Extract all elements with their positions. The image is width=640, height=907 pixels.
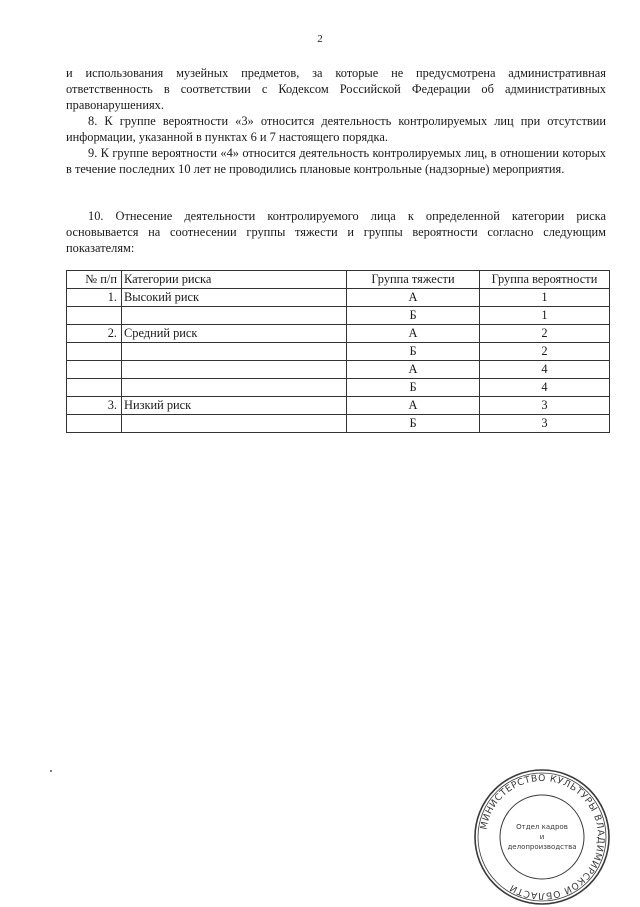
- official-stamp: [472, 767, 612, 907]
- risk-category: Низкий риск: [122, 397, 347, 415]
- paragraph-9: [66, 146, 606, 178]
- risk-category: Средний риск: [122, 325, 347, 343]
- probability-group: 2: [480, 343, 610, 361]
- paragraph-text: и использования музейных предметов, за которые не предусмотрена административная ответственность в соответствии с Кодексом Российской Федерации об административных правонарушениях.: [66, 66, 606, 112]
- scan-speck: [50, 770, 52, 772]
- risk-category: [122, 415, 347, 433]
- risk-category: [122, 307, 347, 325]
- severity-group: Б: [347, 343, 480, 361]
- table-row: [67, 379, 610, 397]
- probability-group: 3: [480, 415, 610, 433]
- table-header-row: [67, 271, 610, 289]
- table-row: [67, 343, 610, 361]
- table-row: [67, 415, 610, 433]
- table-row: [67, 307, 610, 325]
- table-row: [67, 361, 610, 379]
- paragraph-text: 8. К группе вероятности «3» относится деятельность контролируемых лиц при отсутствии информации, указанной в пунктах 6 и 7 настоящего порядка.: [66, 114, 606, 144]
- paragraph-8: [66, 114, 606, 146]
- stamp-ring-text: МИНИСТЕРСТВО КУЛЬТУРЫ ВЛАДИМИРСКОЙ ОБЛАСТИ: [478, 772, 607, 902]
- severity-group: Б: [347, 415, 480, 433]
- stamp-center-line-3: делопроизводства: [507, 843, 577, 851]
- probability-group: 1: [480, 289, 610, 307]
- row-number: [67, 307, 122, 325]
- table-row: [67, 397, 610, 415]
- risk-category: [122, 361, 347, 379]
- severity-group: А: [347, 397, 480, 415]
- row-number: 1.: [67, 289, 122, 307]
- table-row: [67, 289, 610, 307]
- probability-group: 4: [480, 379, 610, 397]
- severity-group: А: [347, 289, 480, 307]
- risk-category: [122, 343, 347, 361]
- page-number: 2: [317, 33, 323, 45]
- risk-category: [122, 379, 347, 397]
- risk-category-table: [66, 270, 610, 433]
- row-number: [67, 343, 122, 361]
- probability-group: 2: [480, 325, 610, 343]
- header-risk-category: Категории риска: [122, 271, 347, 289]
- severity-group: Б: [347, 307, 480, 325]
- header-number: № п/п: [67, 271, 122, 289]
- severity-group: А: [347, 325, 480, 343]
- risk-category: Высокий риск: [122, 289, 347, 307]
- paragraph-text: 10. Отнесение деятельности контролируемого лица к определенной категории риска основывается на соотнесении группы тяжести и группы вероятности согласно следующим показателям:: [66, 209, 606, 255]
- row-number: 3.: [67, 397, 122, 415]
- stamp-center-line-2: и: [539, 833, 545, 841]
- header-severity-group: Группа тяжести: [347, 271, 480, 289]
- row-number: [67, 415, 122, 433]
- paragraph-text: 9. К группе вероятности «4» относится деятельность контролируемых лиц, в отношении которых в течение последних 10 лет не проводились плановые контрольные (надзорные) мероприятия.: [66, 146, 606, 176]
- paragraph-10: [66, 209, 606, 256]
- row-number: [67, 379, 122, 397]
- severity-group: А: [347, 361, 480, 379]
- probability-group: 3: [480, 397, 610, 415]
- paragraph-continuation: [66, 66, 606, 113]
- probability-group: 1: [480, 307, 610, 325]
- probability-group: 4: [480, 361, 610, 379]
- row-number: [67, 361, 122, 379]
- header-probability-group: Группа вероятности: [480, 271, 610, 289]
- severity-group: Б: [347, 379, 480, 397]
- table-row: [67, 325, 610, 343]
- stamp-center-line-1: Отдел кадров: [516, 823, 568, 831]
- row-number: 2.: [67, 325, 122, 343]
